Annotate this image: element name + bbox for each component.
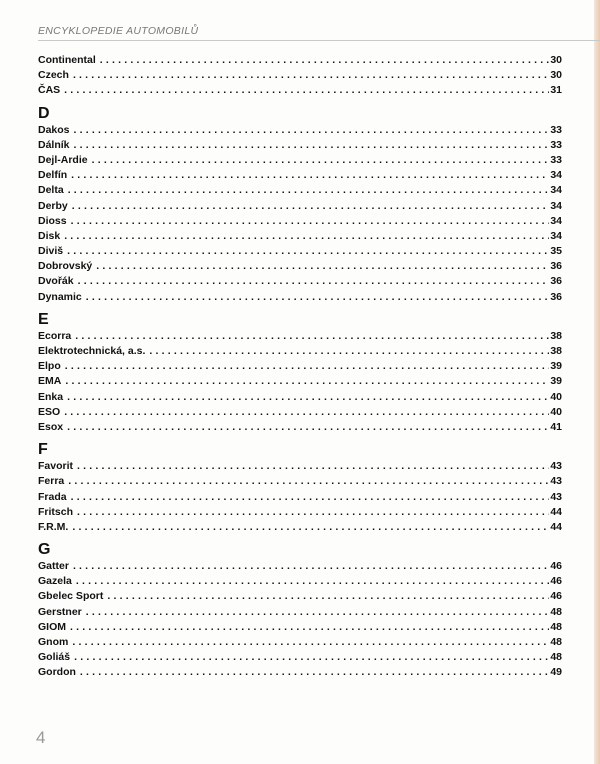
index-entry	[38, 620, 562, 635]
dot-leader	[77, 505, 549, 520]
entry-name: Favorit	[38, 460, 74, 473]
section-letter: D	[38, 104, 50, 122]
entry-page: 43	[550, 460, 562, 473]
entry-page: 41	[550, 420, 562, 433]
entry-name: Continental	[38, 54, 96, 66]
dot-leader	[86, 290, 550, 305]
entry-page: 36	[550, 260, 562, 273]
dot-leader	[73, 559, 549, 574]
index-entry	[38, 168, 562, 183]
index-entry	[38, 68, 562, 83]
entry-name: EMA	[38, 375, 62, 388]
dot-leader	[72, 199, 550, 214]
entry-name: ESO	[38, 405, 61, 418]
entry-page: 40	[550, 390, 562, 403]
entry-name: Dynamic	[38, 290, 82, 303]
index-entry	[38, 390, 562, 405]
dot-leader	[64, 229, 549, 244]
dot-leader	[73, 68, 549, 83]
entry-page: 36	[550, 290, 562, 303]
index-entry	[38, 505, 562, 520]
entry-name: Elektrotechnická, a.s.	[38, 345, 146, 357]
dot-leader	[149, 344, 549, 359]
entry-name: Goliáš	[38, 651, 71, 664]
entry-name: Dobrovský	[38, 260, 93, 273]
index-entry	[38, 559, 562, 574]
entry-name: Delfín	[38, 169, 68, 182]
index-entry	[38, 229, 562, 244]
index-entry	[38, 520, 562, 535]
dot-leader	[86, 605, 550, 620]
entry-name: Dakos	[38, 123, 70, 136]
entry-page: 43	[550, 475, 562, 488]
entry-page: 48	[550, 605, 562, 618]
entry-name: Czech	[38, 69, 69, 82]
entry-page: 48	[550, 620, 562, 633]
section-letter: E	[38, 310, 49, 328]
dot-leader	[96, 259, 549, 274]
index-entry	[38, 405, 562, 420]
index-entry	[38, 183, 562, 198]
entry-name: Dioss	[38, 214, 67, 227]
entry-name: Ferra	[38, 475, 65, 488]
dot-leader	[64, 83, 549, 98]
entry-name: Gordon	[38, 666, 76, 679]
dot-leader	[71, 214, 550, 229]
entry-name: Gatter	[38, 560, 69, 573]
entry-page: 34	[550, 184, 562, 197]
entry-page: 48	[550, 651, 562, 664]
dot-leader	[64, 405, 549, 420]
index-entry	[38, 244, 562, 259]
entry-page: 44	[550, 520, 562, 533]
entry-name: F.R.M.	[38, 520, 69, 533]
dot-leader	[71, 168, 549, 183]
entry-name: Dvořák	[38, 275, 74, 288]
entry-name: Gazela	[38, 575, 72, 588]
entry-page: 46	[550, 560, 562, 573]
entry-page: 43	[550, 490, 562, 503]
index-entry	[38, 420, 562, 435]
index-entry	[38, 589, 562, 604]
dot-leader	[67, 244, 549, 259]
entry-page: 31	[550, 84, 562, 97]
entry-name: Elpo	[38, 360, 61, 373]
dot-leader	[67, 420, 549, 435]
entry-name: Enka	[38, 390, 64, 403]
dot-leader	[74, 650, 549, 665]
dot-leader	[72, 520, 549, 535]
dot-leader	[68, 474, 549, 489]
entry-name: Delta	[38, 184, 64, 197]
dot-leader	[70, 620, 549, 635]
index-entry	[38, 199, 562, 214]
dot-leader	[76, 574, 549, 589]
index-entry	[38, 274, 562, 289]
entry-name: Frada	[38, 490, 67, 503]
entry-name: Disk	[38, 229, 61, 242]
dot-leader	[77, 459, 549, 474]
dot-leader	[68, 183, 550, 198]
dot-leader	[65, 374, 549, 389]
index-entry	[38, 53, 562, 68]
dot-leader	[65, 359, 550, 374]
index-entry	[38, 459, 562, 474]
entry-page: 38	[550, 345, 562, 357]
entry-page: 46	[550, 575, 562, 588]
entry-page: 33	[550, 153, 562, 166]
entry-name: Dejl-Ardie	[38, 153, 88, 166]
dot-leader	[67, 390, 549, 405]
index-entry	[38, 138, 562, 153]
entry-page: 33	[550, 123, 562, 136]
index-entry	[38, 83, 562, 98]
index-list	[38, 53, 562, 681]
entry-name: ČAS	[38, 84, 61, 97]
entry-name: Gerstner	[38, 605, 82, 618]
entry-page: 48	[550, 636, 562, 648]
entry-page: 36	[550, 275, 562, 288]
index-entry	[38, 665, 562, 680]
entry-name: GIOM	[38, 620, 66, 633]
entry-page: 39	[550, 375, 562, 388]
index-entry	[38, 635, 562, 650]
entry-page: 30	[550, 54, 562, 66]
entry-page: 34	[550, 229, 562, 242]
dot-leader	[72, 635, 549, 650]
index-entry	[38, 344, 562, 359]
dot-leader	[92, 153, 550, 168]
entry-name: Gnom	[38, 636, 69, 648]
entry-name: Fritsch	[38, 505, 74, 518]
dot-leader	[75, 329, 549, 344]
index-entry	[38, 650, 562, 665]
entry-page: 44	[550, 505, 562, 518]
section-letter: F	[38, 441, 48, 459]
entry-page: 49	[550, 666, 562, 679]
dot-leader	[107, 589, 549, 604]
index-entry	[38, 574, 562, 589]
index-entry	[38, 605, 562, 620]
entry-page: 38	[550, 329, 562, 342]
entry-name: Dálník	[38, 138, 70, 151]
entry-page: 30	[550, 69, 562, 82]
entry-page: 46	[550, 590, 562, 603]
entry-name: Ecorra	[38, 329, 72, 342]
dot-leader	[100, 53, 550, 68]
dot-leader	[74, 123, 550, 138]
index-entry	[38, 259, 562, 274]
index-entry	[38, 153, 562, 168]
entry-name: Derby	[38, 199, 68, 212]
index-entry	[38, 490, 562, 505]
index-entry	[38, 214, 562, 229]
entry-page: 40	[550, 405, 562, 418]
entry-page: 35	[550, 245, 562, 258]
entry-name: Diviš	[38, 245, 64, 258]
index-entry	[38, 290, 562, 305]
dot-leader	[78, 274, 550, 289]
section-letter: G	[38, 541, 51, 559]
page-edge	[594, 0, 600, 764]
index-entry	[38, 123, 562, 138]
index-entry	[38, 329, 562, 344]
dot-leader	[71, 490, 550, 505]
entry-page: 39	[550, 360, 562, 373]
index-entry	[38, 374, 562, 389]
entry-page: 34	[550, 199, 562, 212]
entry-page: 34	[550, 169, 562, 182]
entry-name: Gbelec Sport	[38, 590, 104, 603]
index-entry	[38, 359, 562, 374]
entry-page: 34	[550, 214, 562, 227]
page-number: 4	[36, 728, 46, 747]
index-entry	[38, 474, 562, 489]
entry-name: Esox	[38, 420, 64, 433]
running-header: ENCYKLOPEDIE AUTOMOBILŮ	[38, 25, 600, 41]
entry-page: 33	[550, 138, 562, 151]
dot-leader	[80, 665, 549, 680]
dot-leader	[74, 138, 550, 153]
